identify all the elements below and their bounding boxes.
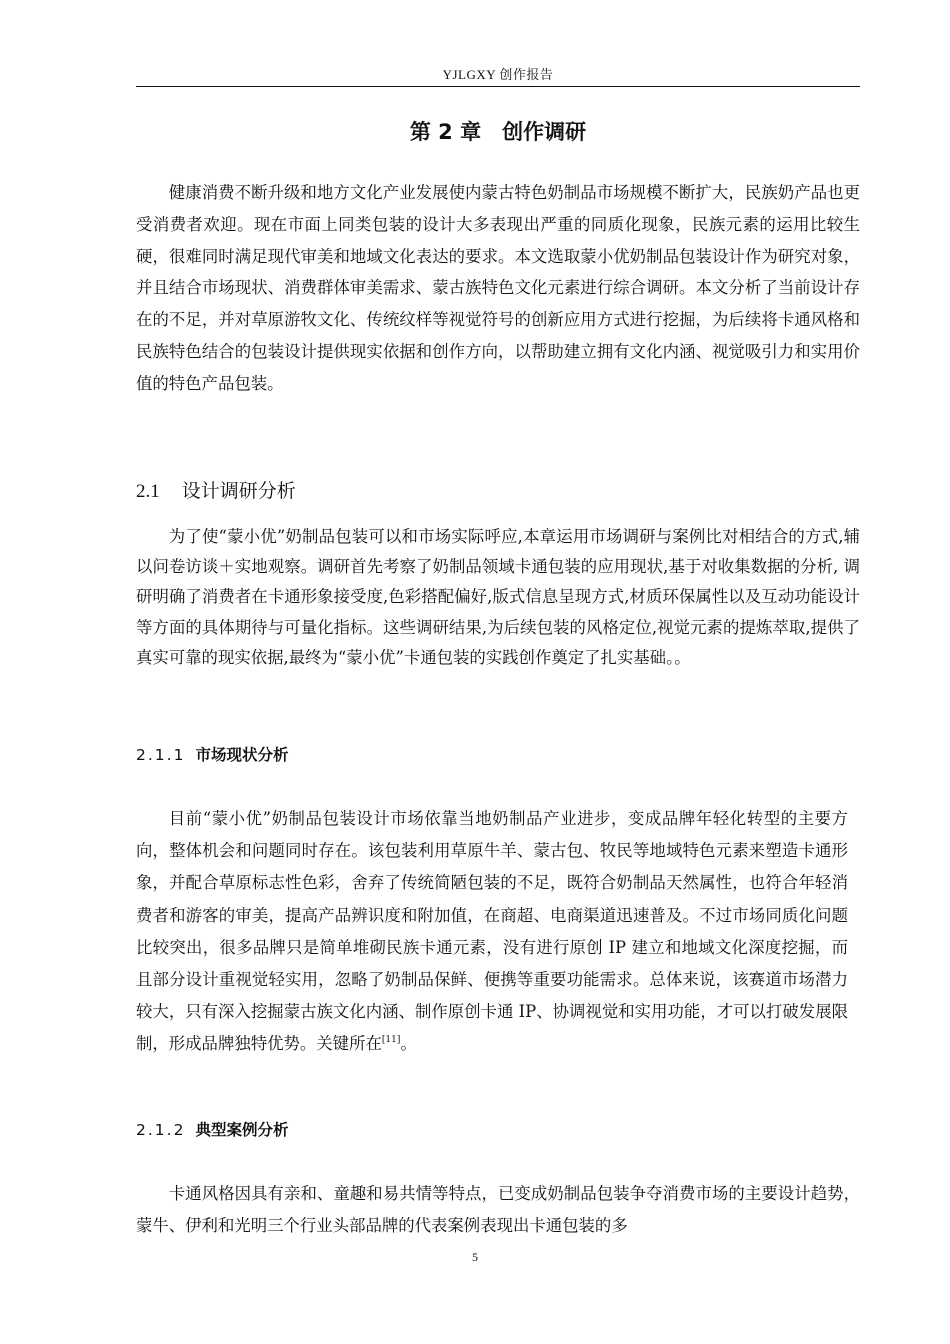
section-2-1-paragraph: 为了使“蒙小优”奶制品包装可以和市场实际呼应,本章运用市场调研与案例比对相结合的方式,辅以问卷访谈＋实地观察。调研首先考察了奶制品领域卡通包装的应用现状,基于对收集数据的分析, 调研明确了消费者在卡通形象接受度,色彩搭配偏好,版式信息呈现方式,材质环保属性以及互动功能设计等方面的具体期待与可量化指标。这些调研结果,为后续包装的风格定位,视觉元素的提炼萃取,提供了真实可靠的现实依据,最终为“蒙小优”卡通包装的实践创作奠定了扎实基础。。 — [136, 527, 860, 667]
header-rule — [136, 86, 860, 87]
citation-reference[interactable]: [11] — [381, 1035, 401, 1046]
subsection-title: 市场现状分析 — [195, 746, 289, 764]
chapter-title: 第 2 章 创作调研 — [409, 120, 587, 144]
subsection-number: 2.1.2 — [136, 1121, 186, 1139]
subsection-heading-2-1-2 — [136, 1118, 288, 1140]
section-2-1-1-paragraph — [136, 803, 848, 1061]
running-header: YJLGXY 创作报告 — [442, 67, 554, 82]
subsection-heading-2-1-1 — [136, 743, 288, 765]
section-2-1-2-paragraph: 卡通风格因具有亲和、童趣和易共情等特点，已变成奶制品包装争夺消费市场的主要设计趋势，蒙牛、伊利和光明三个行业头部品牌的代表案例表现出卡通包装的多 — [136, 1184, 860, 1235]
section-heading-2-1 — [136, 476, 296, 503]
subsection-title: 典型案例分析 — [195, 1121, 289, 1139]
paragraph-text: 目前“蒙小优”奶制品包装设计市场依靠当地奶制品产业进步，变成品牌年轻化转型的主要方向，整体机会和问题同时存在。该包装利用草原牛羊、蒙古包、牧民等地域特色元素来塑造卡通形象，并配合草原标志性色彩，舍弃了传统简陋包装的不足，既符合奶制品天然属性，也符合年轻消费者和游客的审美，提高产品辨识度和附加值，在商超、电商渠道迅速普及。不过市场同质化问题比较突出，很多品牌只是简单堆砌民族卡通元素，没有进行原创 IP 建立和地域文化深度挖掘，而且部分设计重视觉轻实用，忽略了奶制品保鲜、便携等重要功能需求。总体来说，该赛道市场潜力较大，只有深入挖掘蒙古族文化内涵、制作原创卡通 IP、协调视觉和实用功能，才可以打破发展限制，形成品牌独特优势。关键所在 — [136, 809, 848, 1054]
page-number: 5 — [472, 1250, 478, 1264]
section-title: 设计调研分析 — [181, 480, 296, 502]
subsection-number: 2.1.1 — [136, 746, 186, 764]
intro-paragraph: 健康消费不断升级和地方文化产业发展使内蒙古特色奶制品市场规模不断扩大，民族奶产品也更受消费者欢迎。现在市面上同类包装的设计大多表现出严重的同质化现象，民族元素的运用比较生硬，很难同时满足现代审美和地域文化表达的要求。本文选取蒙小优奶制品包装设计作为研究对象，并且结合市场现状、消费群体审美需求、蒙古族特色文化元素进行综合调研。本文分析了当前设计存在的不足，并对草原游牧文化、传统纹样等视觉符号的创新应用方式进行挖掘，为后续将卡通风格和民族特色结合的包装设计提供现实依据和创作方向，以帮助建立拥有文化内涵、视觉吸引力和实用价值的特色产品包装。 — [136, 183, 860, 393]
section-number: 2.1 — [136, 481, 160, 502]
paragraph-end: 。 — [400, 1034, 417, 1054]
